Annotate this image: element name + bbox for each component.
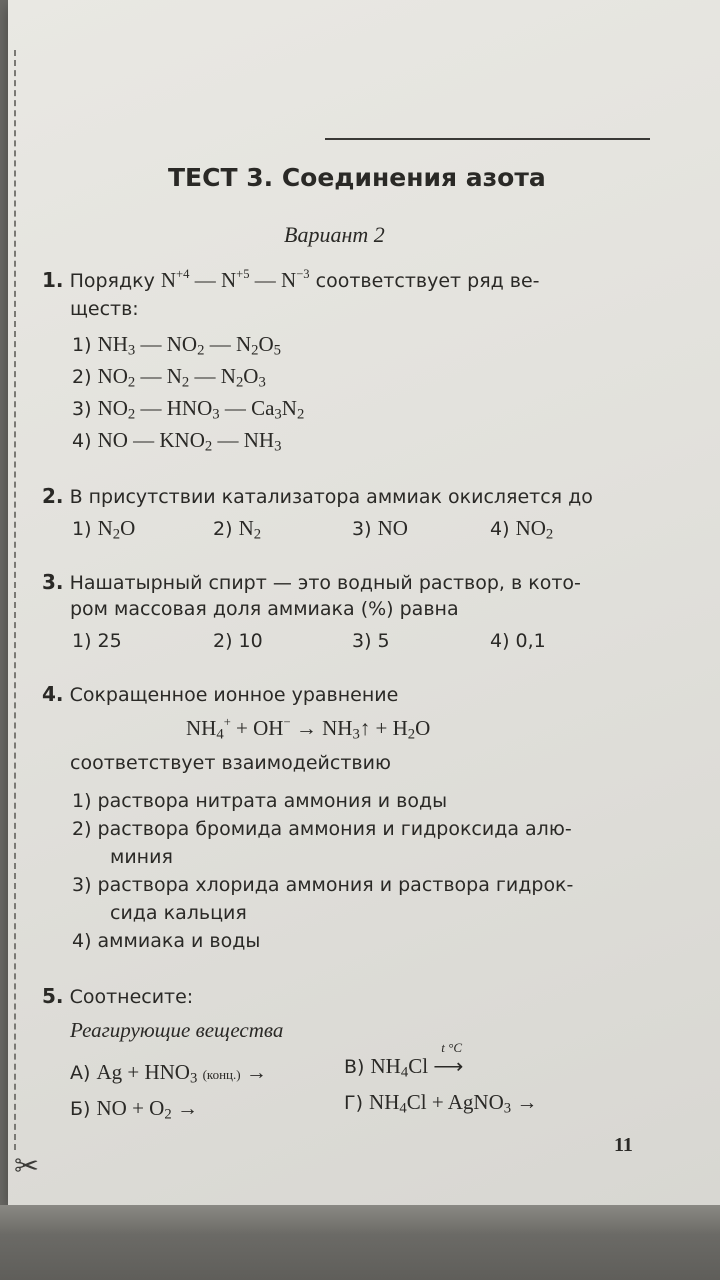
nitrogen-sequence: $N^{+4}$ — $N^{+5}$ — $N^{-3}$ bbox=[160, 267, 310, 292]
q2-option-2: 2) $N_2$ bbox=[213, 516, 262, 543]
cut-line bbox=[14, 50, 16, 1150]
q1-option-4: 4) NO — $KNO_2$ — $NH_3$ bbox=[72, 428, 282, 455]
page-shadow bbox=[0, 1205, 720, 1280]
page-number: 11 bbox=[614, 1134, 633, 1156]
question-2: 2. В присутствии катализатора аммиак окисляется до bbox=[42, 484, 593, 508]
q1-option-3: 3) $NO_2$ — $HNO_3$ — $Ca_3N_2$ bbox=[72, 396, 305, 423]
q3-option-4: 4) 0,1 bbox=[490, 630, 546, 652]
name-field-line bbox=[325, 138, 650, 140]
reactants-heading: Реагирующие вещества bbox=[70, 1018, 284, 1042]
q2-option-3: 3) NO bbox=[352, 516, 408, 540]
q4-option-2: 2) раствора бромида аммония и гидроксида алю- bbox=[72, 818, 572, 840]
ionic-equation: $NH_4^+ + OH^-$ → $NH_3↑ + H_2O$ bbox=[186, 715, 431, 743]
q4-option-3: 3) раствора хлорида аммония и раствора гидрок- bbox=[72, 874, 574, 896]
q5-item-v: В) $NH_4Cl$ t °C ⟶ bbox=[344, 1040, 464, 1081]
q5-item-a: А) $Ag + HNO_3$ (конц.) → bbox=[70, 1060, 267, 1087]
question-3-cont: ром массовая доля аммиака (%) равна bbox=[70, 598, 459, 620]
question-1: 1. Порядку $N^{+4}$ — $N^{+5}$ — $N^{-3}$ соответствует ряд ве- bbox=[42, 267, 540, 292]
q4-option-3-cont: сида кальция bbox=[110, 902, 247, 924]
q4-option-2-cont: миния bbox=[110, 846, 173, 868]
variant-title: Вариант 2 bbox=[284, 222, 385, 247]
q4-option-4: 4) аммиака и воды bbox=[72, 930, 261, 952]
q3-option-1: 1) 25 bbox=[72, 630, 122, 652]
q1-option-1: 1) $NH_3$ — $NO_2$ — $N_2O_5$ bbox=[72, 332, 281, 359]
q4-option-1: 1) раствора нитрата аммония и воды bbox=[72, 790, 448, 812]
q1-option-2: 2) $NO_2$ — $N_2$ — $N_2O_3$ bbox=[72, 364, 266, 391]
question-3: 3. Нашатырный спирт — это водный раствор, в кото- bbox=[42, 570, 581, 594]
q5-item-g: Г) $NH_4Cl$ + AgNO$_3$ → bbox=[344, 1090, 538, 1117]
q3-option-2: 2) 10 bbox=[213, 630, 263, 652]
question-5: 5. Соотнесите: bbox=[42, 984, 194, 1008]
q2-option-4: 4) $NO_2$ bbox=[490, 516, 554, 543]
q2-option-1: 1) $N_2O$ bbox=[72, 516, 136, 543]
test-title: ТЕСТ 3. Соединения азота bbox=[168, 163, 546, 192]
question-4-cont: соответствует взаимодействию bbox=[70, 752, 391, 774]
scissors-icon: ✂ bbox=[14, 1149, 40, 1184]
question-1-cont: ществ: bbox=[70, 298, 139, 320]
question-4: 4. Сокращенное ионное уравнение bbox=[42, 682, 399, 706]
q3-option-3: 3) 5 bbox=[352, 630, 390, 652]
q5-item-b: Б) NO + $O_2$ → bbox=[70, 1096, 198, 1123]
